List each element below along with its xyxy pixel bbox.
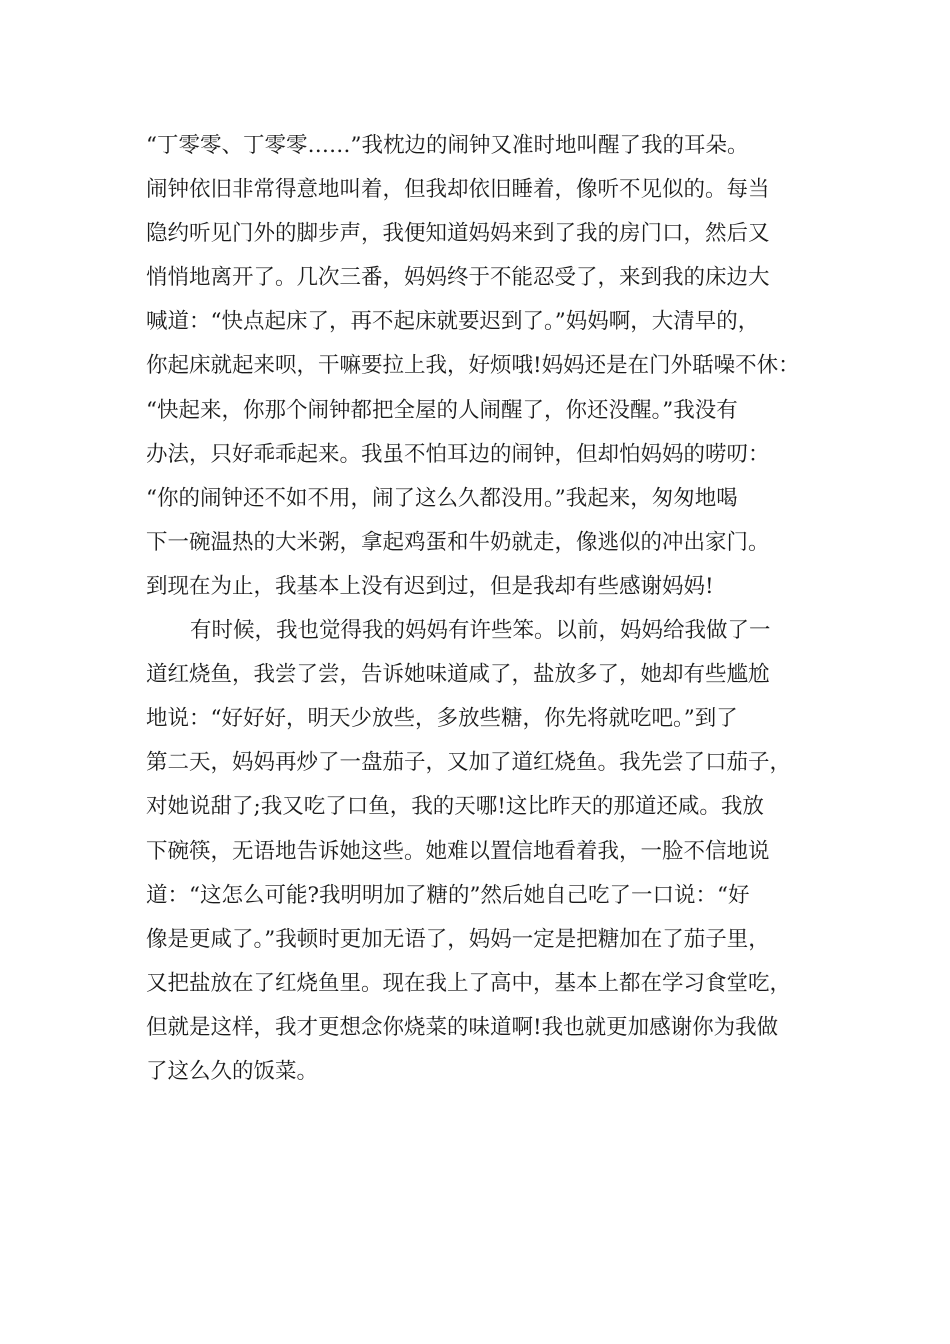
text-line: “丁零零、丁零零……”我枕边的闹钟又准时地叫醒了我的耳朵。 [146, 133, 749, 158]
text-line: “快起来，你那个闹钟都把全屋的人闹醒了，你还没醒。”我没有 [146, 397, 738, 423]
text-line: 了这么久的饭菜。 [146, 1058, 319, 1084]
text-line: 地说：“好好好，明天少放些，多放些糖，你先将就吃吧。”到了 [146, 706, 738, 732]
text-line: 下一碗温热的大米粥，拿起鸡蛋和牛奶就走，像逃似的冲出家门。 [146, 529, 770, 555]
text-line: 像是更咸了。”我顿时更加无语了，妈妈一定是把糖加在了茄子里， [146, 926, 770, 952]
text-line: 你起床就起来呗，干嘛要拉上我，好烦哦!妈妈还是在门外聒噪不休： [146, 353, 800, 379]
text-line: 第二天，妈妈再炒了一盘茄子，又加了道红烧鱼。我先尝了口茄子， [146, 750, 792, 776]
text-line: “你的闹钟还不如不用，闹了这么久都没用。”我起来，匆匆地喝 [146, 485, 738, 511]
text-line: 道红烧鱼，我尝了尝，告诉她味道咸了，盐放多了，她却有些尴尬 [146, 662, 770, 688]
text-line: 下碗筷，无语地告诉她这些。她难以置信地看着我，一脸不信地说 [146, 838, 770, 864]
text-line: 又把盐放在了红烧鱼里。现在我上了高中，基本上都在学习食堂吃， [146, 970, 792, 996]
text-line: 但就是这样，我才更想念你烧菜的味道啊!我也就更加感谢你为我做 [146, 1014, 779, 1040]
paragraph-start-line: 有时候，我也觉得我的妈妈有许些笨。以前，妈妈给我做了一 [190, 618, 771, 644]
text-line: 对她说甜了;我又吃了口鱼，我的天哪!这比昨天的那道还咸。我放 [146, 794, 764, 820]
text-line: 办法，只好乖乖起来。我虽不怕耳边的闹钟，但却怕妈妈的唠叨： [146, 441, 770, 467]
text-line: 到现在为止，我基本上没有迟到过，但是我却有些感谢妈妈! [146, 573, 714, 599]
text-line: 喊道：“快点起床了，再不起床就要迟到了。”妈妈啊，大清早的， [146, 309, 760, 335]
essay-text [146, 124, 806, 1094]
text-line: 悄悄地离开了。几次三番，妈妈终于不能忍受了，来到我的床边大 [146, 265, 770, 291]
text-line: 道：“这怎么可能?我明明加了糖的”然后她自己吃了一口说：“好 [146, 882, 750, 908]
text-line: 闹钟依旧非常得意地叫着，但我却依旧睡着，像听不见似的。每当 [146, 177, 770, 203]
text-line: 隐约听见门外的脚步声，我便知道妈妈来到了我的房门口，然后又 [146, 221, 770, 247]
